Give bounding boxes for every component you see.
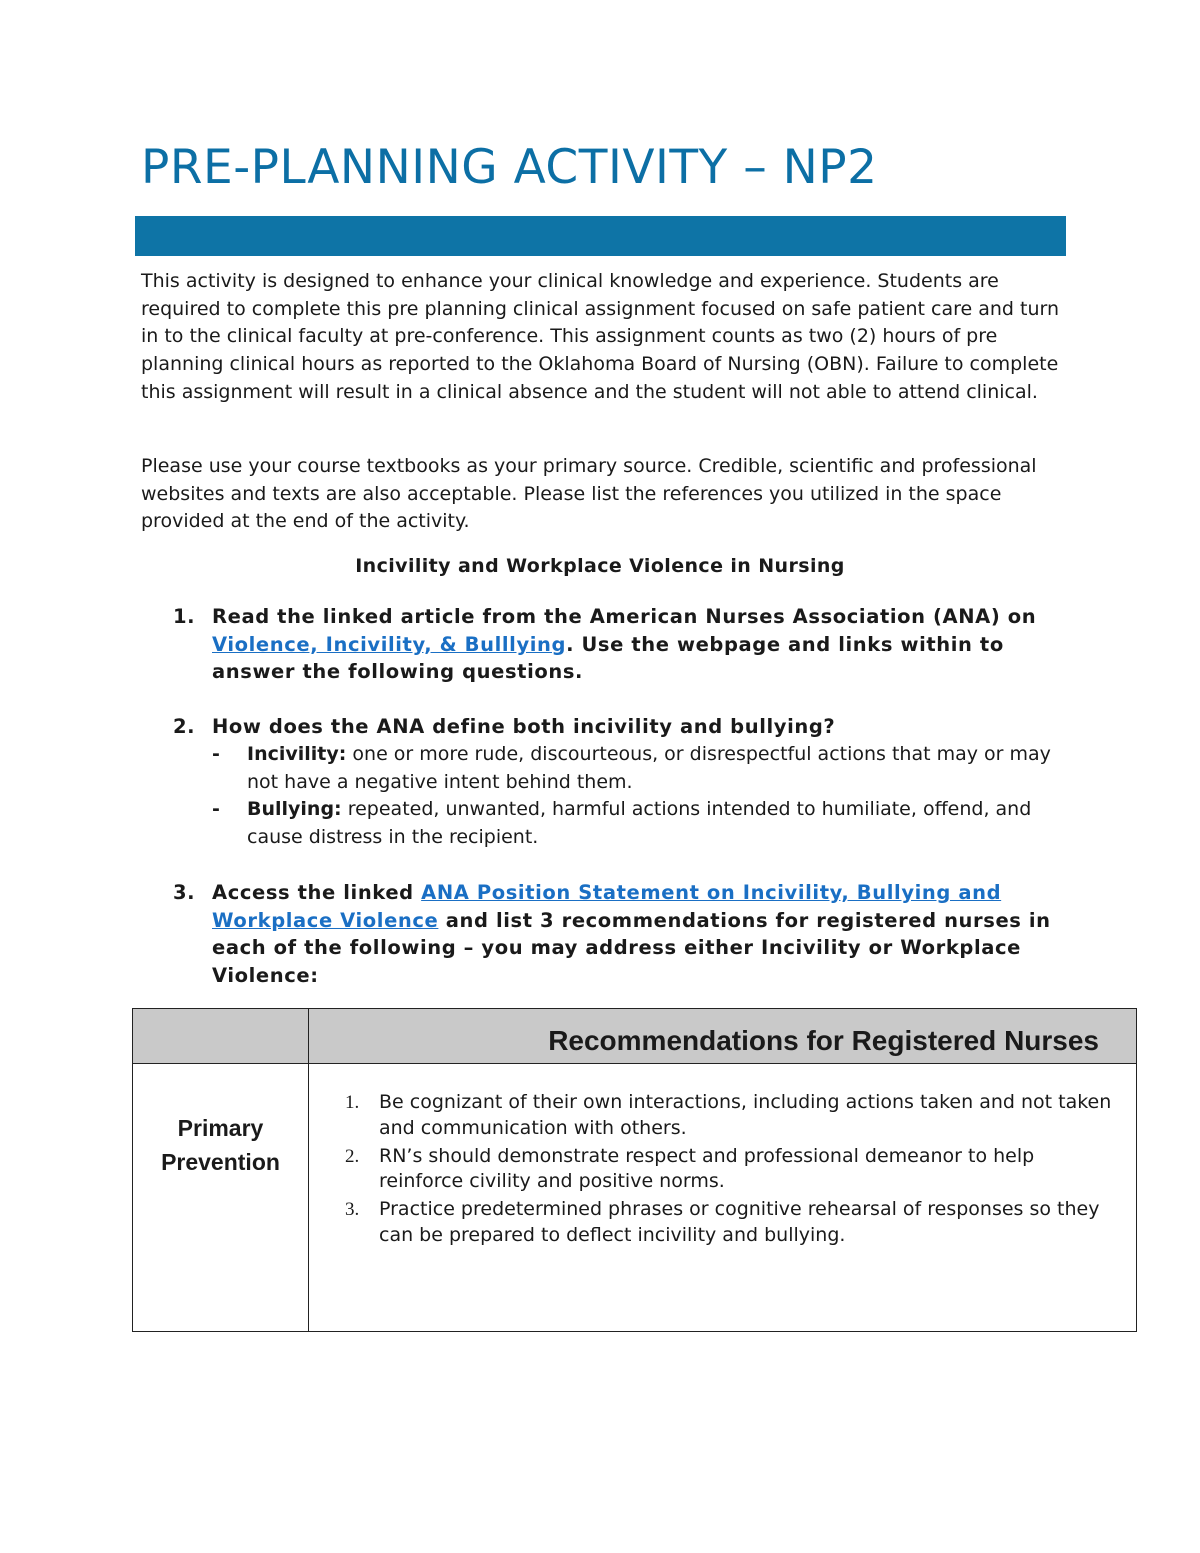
question-text: How does the ANA define both incivility and bullying? <box>212 715 836 738</box>
recommendation-list <box>309 1090 1124 1248</box>
answer-text <box>247 741 1072 796</box>
question-3 <box>173 879 1063 990</box>
answer-definition: repeated, unwanted, harmful actions intended to humiliate, offend, and cause distress in the recipient. <box>247 798 1032 848</box>
answer-bullying <box>212 796 1072 851</box>
question-number: 2. <box>173 715 196 738</box>
list-item: 1. Be cognizant of their own interactions, including actions taken and not taken and communication with others. <box>345 1091 1112 1139</box>
question-number: 3. <box>173 881 196 904</box>
table-header-title: Recommendations for Registered Nurses <box>309 1009 1137 1064</box>
answer-text <box>247 796 1072 851</box>
ana-violence-article-link[interactable]: Violence, Incivility, & Bulllying <box>212 632 567 656</box>
row-label-primary-prevention: Primary Prevention <box>133 1064 309 1332</box>
answer-term: Bullying: <box>247 798 342 820</box>
answer-incivility <box>212 741 1072 796</box>
recommendations-table <box>132 1008 1137 1332</box>
bullet-dash: - <box>212 798 220 820</box>
intro-paragraph-1: This activity is designed to enhance your clinical knowledge and experience. Students are required to complete this pre planning clinical assignment focused on safe patient care and turn in to the clinical faculty at pre-conference. This assignment counts as two (2) hours of pre planning clinical hours as reported to the Oklahoma Board of Nursing (OBN). Failure to complete this assignment will result in a clinical absence and the student will not able to attend clinical. <box>141 270 1060 403</box>
question-text: Access the linked ANA Position Statement on Incivility, Bullying and Workplace Violence and list 3 recommendations for registered nurses in each of the following – you may address either Incivility or Workplace Violence: <box>212 881 1051 988</box>
bullet-dash: - <box>212 743 220 765</box>
title-underline-bar <box>135 216 1066 256</box>
table-header-empty-cell <box>133 1009 309 1064</box>
intro-paragraph-2: Please use your course textbooks as your primary source. Credible, scientific and professional websites and texts are also acceptable. Please list the references you utilized in the space provided at the end of the activity. <box>141 455 1037 533</box>
list-item: 2. RN’s should demonstrate respect and professional demeanor to help reinforce civility and positive norms. <box>345 1144 1035 1192</box>
ana-position-statement-link[interactable]: ANA Position Statement on Incivility, Bullying and Workplace Violence <box>212 881 1002 932</box>
question-1 <box>173 603 1063 686</box>
section-heading: Incivility and Workplace Violence in Nursing <box>355 555 845 577</box>
question-number: 1. <box>173 605 196 628</box>
list-item: 3. Practice predetermined phrases or cognitive rehearsal of responses so they can be prepared to deflect incivility and bullying. <box>345 1198 1100 1246</box>
page-title: PRE-PLANNING ACTIVITY – NP2 <box>141 140 878 195</box>
row-recommendations <box>309 1064 1137 1332</box>
table-row <box>133 1064 1137 1332</box>
question-2 <box>173 713 1063 741</box>
question-text: Read the linked article from the American Nurses Association (ANA) on Violence, Incivility, & Bulllying. Use the webpage and links within to answer the following questions. <box>212 605 1037 684</box>
table-header-row <box>133 1009 1137 1064</box>
answer-term: Incivility: <box>247 743 347 765</box>
answer-definition: one or more rude, discourteous, or disrespectful actions that may or may not have a negative intent behind them. <box>247 743 1051 793</box>
